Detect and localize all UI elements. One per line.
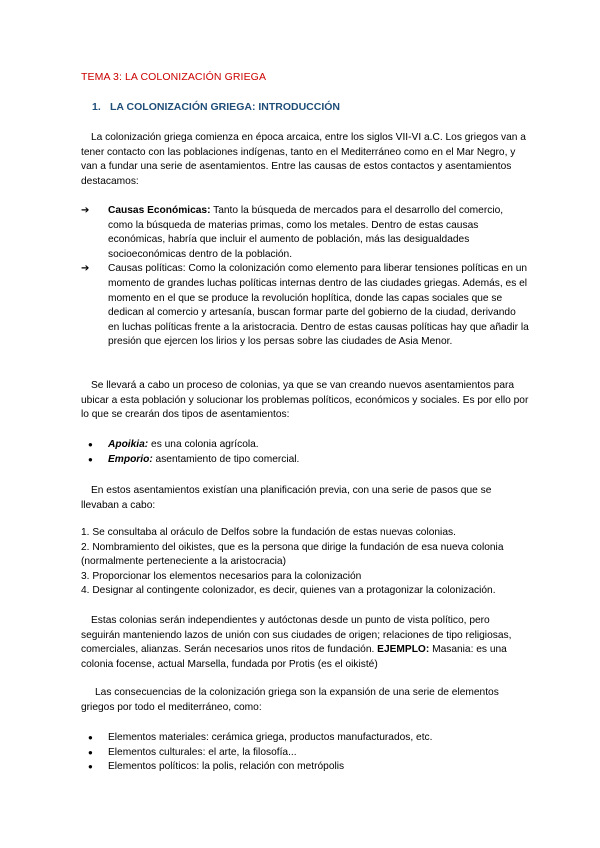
arrow-icon: ➔ (81, 205, 90, 216)
type-label: Apoikia: (108, 439, 149, 450)
consequences-paragraph: Las consecuencias de la colonización griega son la expansión de una serie de elementos griegos por todo el mediterráneo, como: (81, 687, 499, 713)
list-item (81, 204, 529, 262)
cause-text: Tanto la búsqueda de mercados para el desarrollo del comercio, como la búsqueda de materias primas, como los metales. Dentro de estas causas económicas, habría que incluir el aumento de población, más las desigualdades socioeconómicas dentro de la población. (108, 205, 504, 260)
list-item (81, 453, 529, 468)
list-item: 4. Designar al contingente colonizador, es decir, quienes van a protagonizar la colonización. (81, 585, 496, 597)
consequence-text: Elementos culturales: el arte, la filosofía... (108, 746, 297, 758)
example-text: Masania: es una colonia focense, actual Marsella, fundada por Protis (es el oikisté) (81, 644, 507, 670)
list-item (81, 760, 529, 775)
bullet-icon: ● (88, 440, 93, 449)
colonies-paragraph: Se llevará a cabo un proceso de colonias, ya que se van creando nuevos asentamientos para ubicar a esta población y solucionar los problemas políticos, económicos y sociales. Es por ello por lo que se crearán dos tipos de asentamientos: (81, 380, 529, 421)
bullet-icon: ● (88, 454, 93, 464)
section-heading-text: LA COLONIZACIÓN GRIEGA: INTRODUCCIÓN (110, 101, 341, 113)
list-item (81, 731, 529, 746)
consequence-text: Elementos materiales: cerámica griega, productos manufacturados, etc. (108, 732, 433, 743)
section-number: 1. (92, 101, 101, 113)
list-item (81, 262, 529, 350)
section-heading (92, 101, 340, 113)
list-item: 1. Se consultaba al oráculo de Delfos sobre la fundación de estas nuevas colonias. (81, 527, 456, 538)
bullet-icon: ● (88, 733, 93, 742)
intro-paragraph: La colonización griega comienza en época arcaica, entre los siglos VII-VI a.C. Los griegos van a tener contacto con las poblaciones indígenas, tanto en el Mediterráneo como en el Mar Negro, y van a fundar una serie de asentamientos. Entre las causas de estos contactos y asentamientos destacamos: (81, 132, 526, 187)
planning-paragraph: En estos asentamientos existían una planificación previa, con una serie de pasos que se llevaban a cabo: (81, 485, 492, 511)
list-item (81, 746, 529, 761)
arrow-icon: ➔ (81, 263, 90, 275)
cause-text: Causas políticas: Como la colonización como elemento para liberar tensiones políticas en un momento de grandes luchas políticas internas dentro de las ciudades griegas. Además, es el momento en el que se produce la revolución hoplítica, donde las capas sociales que se dedican al comercio y artesanía, buscan formar parte del gobierno de la ciudad, derivando en luchas políticas frente a la aristocracia. Dentro de estas causas políticas hay que añadir la presión que ejercen los lirios y los persas sobre las ciudades de Asia Menor. (108, 263, 529, 348)
causes-list (81, 204, 529, 350)
type-text: asentamiento de tipo comercial. (152, 453, 300, 465)
cause-label: Causas Económicas: (108, 205, 211, 216)
consequence-text: Elementos políticos: la polis, relación con metrópolis (108, 761, 345, 773)
example-label: EJEMPLO: (377, 644, 430, 656)
type-label: Emporio: (108, 453, 153, 465)
list-item: 2. Nombramiento del oikistes, que es la persona que dirige la fundación de esa nueva colonia (normalmente perteneciente a la aristocracia) (81, 541, 504, 568)
bullet-icon: ● (88, 747, 93, 757)
settlement-types-list (81, 438, 529, 467)
independence-paragraph (81, 614, 529, 672)
independence-text: Estas colonias serán independientes y autóctonas desde un punto de vista político, pero seguirán manteniendo lazos de unión con sus ciudades de origen; relaciones de tipo religiosas, comerciales, alianzas. Serán necesarios unos ritos de fundación. (81, 615, 512, 656)
bullet-icon: ● (88, 762, 93, 772)
type-text: es una colonia agrícola. (148, 439, 259, 450)
list-item (81, 438, 529, 453)
steps-list (81, 526, 529, 599)
page-title: TEMA 3: LA COLONIZACIÓN GRIEGA (81, 71, 267, 83)
list-item: 3. Proporcionar los elementos necesarios para la colonización (81, 570, 362, 582)
consequences-list (81, 731, 529, 775)
